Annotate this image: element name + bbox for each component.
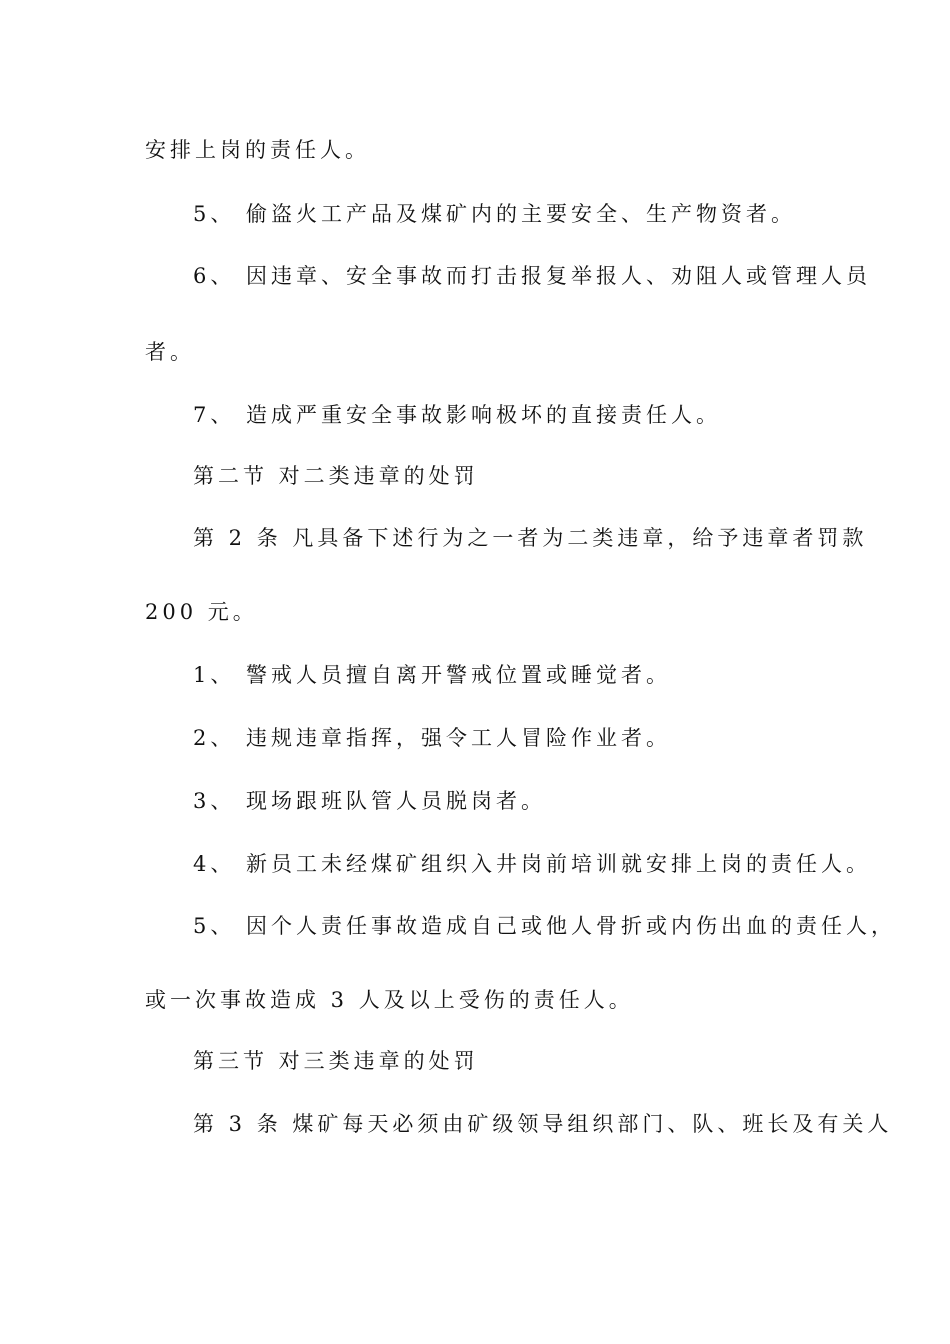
list-item-3: 3、 现场跟班队管人员脱岗者。 <box>193 789 547 813</box>
section-heading-3: 第三节 对三类违章的处罚 <box>193 1049 479 1073</box>
article-2-continuation: 200 元。 <box>145 600 258 624</box>
article-3: 第 3 条 煤矿每天必须由矿级领导组织部门、队、班长及有关人 <box>193 1112 893 1136</box>
list-item-5-second-continuation: 或一次事故造成 3 人及以上受伤的责任人。 <box>145 988 634 1012</box>
paragraph-continuation: 安排上岗的责任人。 <box>145 138 370 162</box>
list-item-6: 6、 因违章、安全事故而打击报复举报人、劝阻人或管理人员 <box>193 264 872 288</box>
section-heading-2: 第二节 对二类违章的处罚 <box>193 464 479 488</box>
list-item-4: 4、 新员工未经煤矿组织入井岗前培训就安排上岗的责任人。 <box>193 852 872 876</box>
list-item-7: 7、 造成严重安全事故影响极坏的直接责任人。 <box>193 403 722 427</box>
article-2: 第 2 条 凡具备下述行为之一者为二类违章，给予违章者罚款 <box>193 526 868 550</box>
list-item-6-continuation: 者。 <box>145 340 195 364</box>
list-item-1: 1、 警戒人员擅自离开警戒位置或睡觉者。 <box>193 663 672 687</box>
list-item-2: 2、 违规违章指挥，强令工人冒险作业者。 <box>193 726 672 750</box>
list-item-5-second: 5、 因个人责任事故造成自己或他人骨折或内伤出血的责任人， <box>193 914 897 938</box>
list-item-5: 5、 偷盗火工产品及煤矿内的主要安全、生产物资者。 <box>193 202 797 226</box>
